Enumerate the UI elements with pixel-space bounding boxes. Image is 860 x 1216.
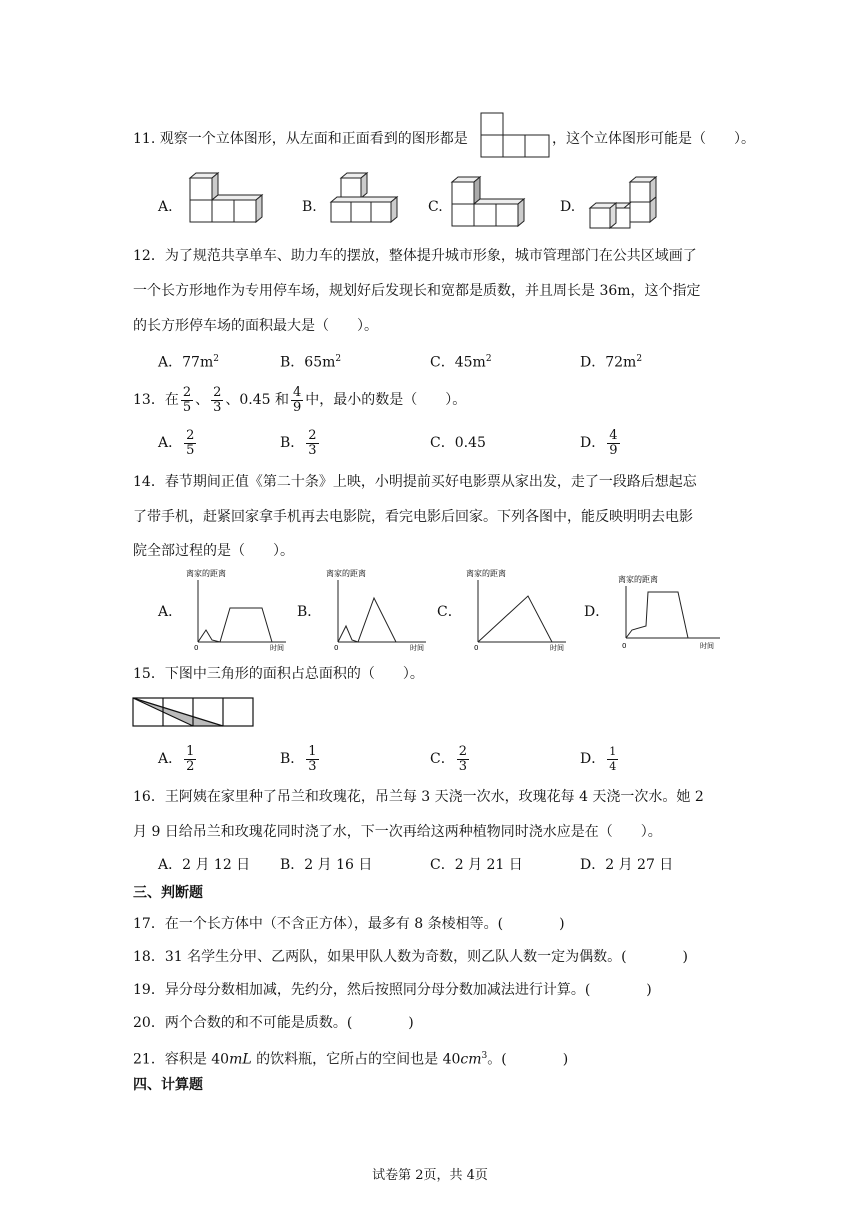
q15-option-d[interactable]: D． $\frac{1}{4}$ <box>580 744 617 773</box>
q15-stem: 15．下图中三角形的面积占总面积的（ ）。 <box>133 666 424 682</box>
q11-view-figure <box>480 112 552 160</box>
svg-text:离家的距离: 离家的距离 <box>466 569 506 578</box>
q12-line1: 12．为了规范共享单车、助力车的摆放，整体提升城市形象，城市管理部门在公共区域画了 <box>133 248 697 264</box>
q13-frac-2: $\frac{2}{3}$ <box>213 384 222 415</box>
q11-option-c-cubes <box>448 174 530 232</box>
q12-line3: 的长方形停车场的面积最大是（ ）。 <box>133 318 378 334</box>
q12-option-b[interactable]: B．$65m^2$ <box>280 354 342 371</box>
svg-text:时间: 时间 <box>270 644 284 652</box>
q14-line1: 14．春节期间正值《第二十条》上映，小明提前买好电影票从家出发，走了一段路后想起忘 <box>133 474 697 490</box>
q13-option-c[interactable]: C．0.45 <box>430 435 486 451</box>
q13-frac-1: $\frac{2}{5}$ <box>182 384 192 415</box>
q11-stem-b: ，这个立体图形可能是（ ）。 <box>552 131 755 147</box>
svg-text:时间: 时间 <box>550 644 564 652</box>
q12-option-a[interactable]: A．$77m^2$ <box>158 354 219 371</box>
q16-option-b[interactable]: B．2 月 16 日 <box>280 857 373 873</box>
q19: 19．异分母分数相加减，先约分，然后按照同分母分数加减法进行计算。( ) <box>133 982 652 998</box>
q13-option-a[interactable]: A． $\frac{2}{5}$ <box>158 427 195 458</box>
q14-option-c-label[interactable]: C． <box>437 604 462 620</box>
q16-option-a[interactable]: A．2 月 12 日 <box>158 857 251 873</box>
q11-option-d-label[interactable]: D. <box>560 199 576 215</box>
svg-text:离家的距离: 离家的距离 <box>186 569 226 578</box>
q11-text-a: 11. 观察一个立体图形，从左面和正面看到的图形都是 <box>133 131 468 147</box>
section-4-heading: 四、计算题 <box>133 1077 203 1093</box>
q16-line2: 月 9 日给吊兰和玫瑰花同时浇了水，下一次再给这两种植物同时浇水应是在（ ）。 <box>133 824 662 840</box>
q11-option-b-label[interactable]: B. <box>302 199 317 215</box>
q12-option-c[interactable]: C．$45m^2$ <box>430 354 492 371</box>
q13-option-d[interactable]: D． $\frac{4}{9}$ <box>580 427 618 458</box>
svg-text:0: 0 <box>334 644 339 652</box>
q15-option-b[interactable]: B． $\frac{1}{3}$ <box>280 743 317 774</box>
q13-option-b[interactable]: B． $\frac{2}{3}$ <box>280 427 317 458</box>
q14-option-a-label[interactable]: A． <box>158 604 183 620</box>
q14-graph-a <box>182 566 294 652</box>
svg-text:0: 0 <box>622 642 627 650</box>
q15-option-c[interactable]: C． $\frac{2}{3}$ <box>430 743 467 774</box>
q14-graph-c <box>462 566 574 652</box>
q12-line2: 一个长方形地作为专用停车场，规划好后发现长和宽都是质数，并且周长是 36m，这个指定 <box>133 283 701 299</box>
svg-text:离家的距离: 离家的距离 <box>618 575 658 584</box>
q14-line2: 了带手机，赶紧回家拿手机再去电影院，看完电影后回家。下列各图中，能反映明明去电影 <box>133 509 693 525</box>
svg-text:时间: 时间 <box>410 644 424 652</box>
q11-option-c-label[interactable]: C. <box>428 199 443 215</box>
page-footer: 试卷第 2页，共 4页 <box>372 1168 488 1183</box>
q14-option-b-label[interactable]: B． <box>297 604 322 620</box>
svg-text:0: 0 <box>474 644 479 652</box>
q12-option-d[interactable]: D．$72m^2$ <box>580 354 643 371</box>
q14-graph-d <box>610 568 728 654</box>
section-3-heading: 三、判断题 <box>133 885 203 901</box>
q11-option-a-cubes <box>180 172 270 230</box>
q14-option-d-label[interactable]: D． <box>584 604 610 620</box>
q16-option-c[interactable]: C．2 月 21 日 <box>430 857 523 873</box>
q11-option-a-label[interactable]: A. <box>158 199 173 215</box>
svg-text:时间: 时间 <box>700 642 714 650</box>
q21: 21．容积是 40mL 的饮料瓶，它所占的空间也是 $40cm^3$。( ) <box>133 1051 569 1068</box>
q13-frac-3: $\frac{4}{9}$ <box>293 384 302 415</box>
q14-graph-b <box>322 566 434 652</box>
q15-option-a[interactable]: A． $\frac{1}{2}$ <box>158 743 195 774</box>
q11-option-d-cubes <box>582 176 664 232</box>
svg-text:0: 0 <box>194 644 199 652</box>
q11-stem <box>133 129 468 149</box>
svg-text:离家的距离: 离家的距离 <box>326 569 366 578</box>
q16-line1: 16．王阿姨在家里种了吊兰和玫瑰花，吊兰每 3 天浇一次水，玫瑰花每 4 天浇一次水。她 2 <box>133 789 704 805</box>
q13-stem: 13．在 $\frac{2}{5}$ 、 $\frac{2}{3}$ 、0.45 和 $\frac{4}{9}$ 中，最小的数是（ ）。 <box>133 384 467 415</box>
q18: 18．31 名学生分甲、乙两队，如果甲队人数为奇数，则乙队人数一定为偶数。( ) <box>133 949 689 965</box>
q14-line3: 院全部过程的是（ ）。 <box>133 543 294 559</box>
q20: 20．两个合数的和不可能是质数。( ) <box>133 1015 414 1031</box>
q15-rectangle-figure <box>132 697 256 729</box>
q11-option-b-cubes <box>325 172 407 230</box>
q16-option-d[interactable]: D．2 月 27 日 <box>580 857 674 873</box>
q17: 17．在一个长方体中（不含正方体），最多有 8 条棱相等。( ) <box>133 916 565 932</box>
